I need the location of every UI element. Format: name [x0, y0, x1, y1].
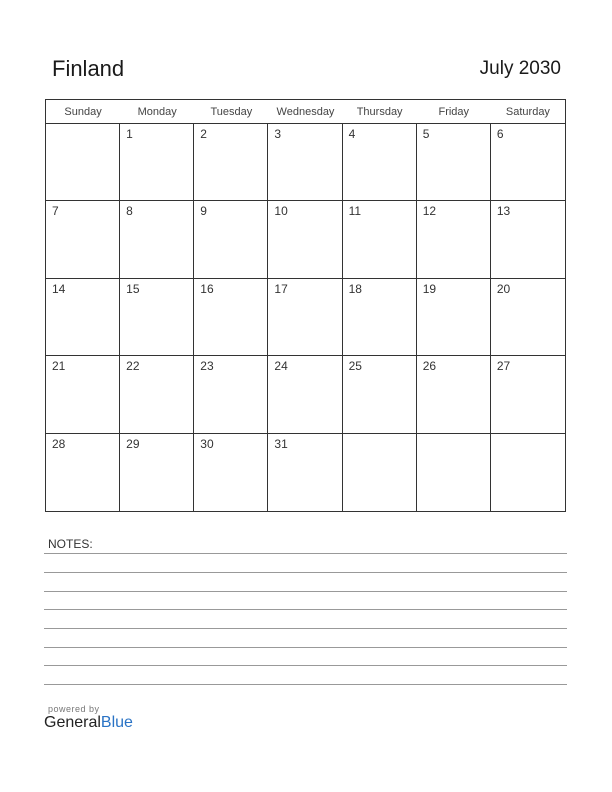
- day-number: 25: [348, 359, 362, 374]
- day-number: 29: [126, 436, 140, 451]
- day-number: 6: [496, 127, 504, 141]
- calendar-day-cell: [268, 201, 342, 278]
- calendar-day-cell: [268, 124, 342, 201]
- note-line: [44, 609, 567, 610]
- day-number: 23: [200, 359, 214, 374]
- day-number: 12: [422, 204, 437, 219]
- calendar-day-cell: [120, 201, 194, 278]
- brand-name: [44, 714, 133, 732]
- day-number: 5: [422, 127, 430, 141]
- day-number: 19: [422, 281, 437, 296]
- calendar-day-cell: [417, 356, 491, 433]
- day-number: 24: [274, 359, 288, 374]
- calendar-day-cell: [120, 279, 194, 356]
- day-number: 15: [126, 281, 140, 296]
- day-number: 14: [52, 281, 66, 296]
- day-number: 13: [496, 204, 511, 219]
- day-number: 26: [422, 359, 437, 374]
- day-number: 10: [274, 204, 288, 219]
- day-number: 22: [126, 359, 140, 374]
- calendar-day-cell: [46, 201, 120, 278]
- day-number: 4: [348, 127, 356, 141]
- calendar-grid: [45, 99, 566, 512]
- calendar-day-cell: [417, 279, 491, 356]
- calendar-day-cell: [46, 279, 120, 356]
- calendar-day-cell: [343, 124, 417, 201]
- weekday-thursday: Thursday: [356, 106, 403, 118]
- calendar-day-cell: [343, 201, 417, 278]
- calendar-day-cell: [120, 356, 194, 433]
- day-number: 7: [52, 204, 59, 219]
- day-number: 3: [274, 127, 282, 141]
- day-number: 17: [274, 281, 288, 296]
- calendar-day-cell: [194, 201, 268, 278]
- calendar-weeks: [46, 124, 565, 511]
- country-title: Finland: [52, 56, 125, 81]
- day-number: 20: [496, 281, 511, 296]
- note-line: [44, 647, 567, 648]
- day-number: 1: [126, 127, 133, 141]
- calendar-day-cell: [343, 279, 417, 356]
- day-number: 18: [348, 281, 362, 296]
- calendar-day-cell: [268, 434, 342, 511]
- calendar-day-cell: [120, 124, 194, 201]
- calendar-day-cell: [417, 124, 491, 201]
- note-line: [44, 572, 567, 573]
- day-number: 9: [200, 204, 207, 219]
- day-number: 30: [200, 436, 214, 451]
- weekday-sunday: Sunday: [64, 106, 102, 118]
- calendar-day-cell: [491, 434, 565, 511]
- day-number: 27: [496, 359, 511, 374]
- calendar-day-cell: [268, 279, 342, 356]
- calendar-day-cell: [491, 124, 565, 201]
- weekday-header-row: [46, 100, 565, 124]
- day-number: 16: [200, 281, 214, 296]
- calendar-day-cell: [194, 434, 268, 511]
- calendar-day-cell: [417, 434, 491, 511]
- calendar-day-cell: [417, 201, 491, 278]
- notes-label: NOTES:: [48, 537, 93, 551]
- brand-name-blue: Blue: [100, 714, 133, 731]
- day-number: 11: [348, 204, 362, 219]
- day-number: 31: [274, 436, 288, 451]
- note-line: [44, 684, 567, 685]
- note-line: [44, 591, 567, 592]
- calendar-day-cell: [194, 279, 268, 356]
- calendar-day-cell: [194, 124, 268, 201]
- note-line: [44, 665, 567, 666]
- calendar-day-cell: [268, 356, 342, 433]
- day-number: 21: [52, 359, 66, 374]
- note-line: [44, 628, 567, 629]
- calendar-day-cell: [46, 434, 120, 511]
- day-number: 28: [52, 436, 66, 451]
- powered-by-text: powered by: [48, 704, 100, 714]
- weekday-monday: Monday: [137, 106, 177, 118]
- calendar-day-cell: [491, 356, 565, 433]
- weekday-saturday: Saturday: [505, 106, 550, 118]
- calendar-day-cell: [343, 356, 417, 433]
- calendar-day-cell: [491, 201, 565, 278]
- day-number: 8: [126, 204, 133, 219]
- weekday-friday: Friday: [438, 106, 470, 118]
- month-year-title: July 2030: [479, 58, 561, 79]
- weekday-tuesday: Tuesday: [210, 106, 253, 118]
- calendar-day-cell: [120, 434, 194, 511]
- weekday-wednesday: Wednesday: [276, 106, 335, 118]
- brand-logo: [44, 704, 133, 732]
- calendar-day-cell: [46, 356, 120, 433]
- calendar-day-cell: [343, 434, 417, 511]
- calendar-day-cell: [491, 279, 565, 356]
- note-line: [44, 553, 567, 554]
- day-number: 2: [200, 127, 207, 141]
- brand-name-general: General: [44, 714, 101, 731]
- calendar-day-cell: [194, 356, 268, 433]
- calendar-day-cell: [46, 124, 120, 201]
